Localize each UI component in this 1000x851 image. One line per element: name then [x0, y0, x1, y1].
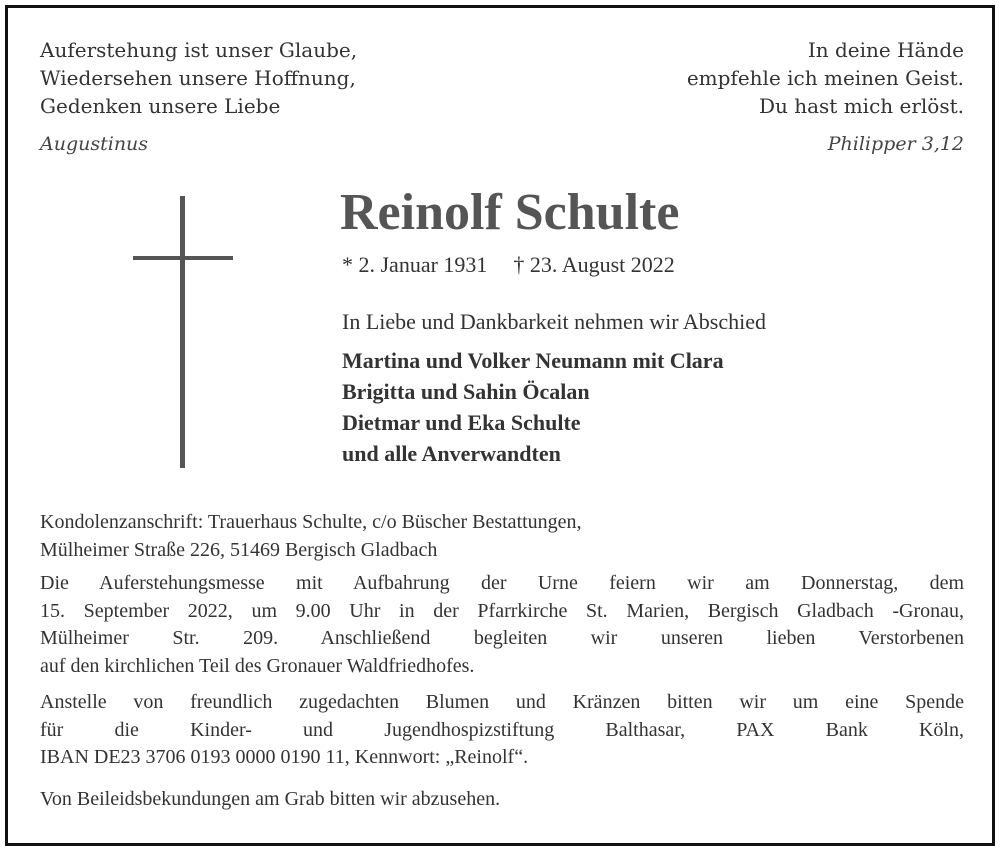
- cross-vertical-bar: [180, 196, 185, 468]
- quote-right-line: In deine Hände: [807, 38, 964, 62]
- mourner-entry: Brigitta und Sahin Öcalan: [342, 379, 590, 404]
- quote-right-line: empfehle ich meinen Geist.: [686, 66, 964, 90]
- condolence-line: Kondolenzanschrift: Trauerhaus Schulte, c/o Büscher Bestattungen,: [40, 511, 582, 533]
- condolence-request: Von Beileidsbekundungen am Grab bitten wir abzusehen.: [40, 788, 501, 810]
- birth-date: * 2. Januar 1931: [342, 252, 488, 277]
- mourner-entry: Dietmar und Eka Schulte: [342, 410, 581, 435]
- quote-left-line: Auferstehung ist unser Glaube,: [40, 38, 358, 62]
- quote-left-line: Gedenken unsere Liebe: [40, 94, 281, 118]
- mass-line: Mülheimer Str. 209. Anschließend begleiten wir unseren lieben Verstorbenen: [40, 627, 964, 649]
- quote-left-line: Wiedersehen unsere Hoffnung,: [40, 66, 356, 90]
- donation-request: [40, 689, 964, 772]
- quote-right-line: Du hast mich erlöst.: [758, 94, 964, 118]
- mass-line: 15. September 2022, um 9.00 Uhr in der Pfarrkirche St. Marien, Bergisch Gladbach -Gronau,: [40, 599, 964, 622]
- mass-line: Die Auferstehungsmesse mit Aufbahrung der Urne feiern wir am Donnerstag, dem: [40, 572, 964, 594]
- quote-left: [40, 36, 357, 158]
- quote-right-source: Philipper 3,12: [827, 133, 964, 155]
- donation-line: für die Kinder- und Jugendhospizstiftung Balthasar, PAX Bank Köln,: [40, 718, 964, 741]
- cross-icon: [133, 196, 233, 468]
- deceased-name: Reinolf Schulte: [340, 184, 680, 241]
- donation-line: IBAN DE23 3706 0193 0000 0190 11, Kennwort: „Reinolf“.: [40, 746, 529, 768]
- mourners-list: [342, 345, 724, 469]
- condolence-address: [40, 509, 964, 564]
- farewell-line: In Liebe und Dankbarkeit nehmen wir Abschied: [342, 309, 766, 334]
- donation-line: Anstelle von freundlich zugedachten Blumen und Kränzen bitten wir um eine Spende: [40, 691, 964, 713]
- life-dates: [342, 252, 675, 278]
- mourner-entry: Martina und Volker Neumann mit Clara: [342, 348, 724, 373]
- mourner-entry: und alle Anverwandten: [342, 441, 561, 466]
- cross-horizontal-bar: [133, 256, 233, 260]
- quote-right: [687, 36, 964, 158]
- mass-announcement: [40, 570, 964, 680]
- quote-left-source: Augustinus: [40, 133, 149, 155]
- mass-line: auf den kirchlichen Teil des Gronauer Waldfriedhofes.: [40, 654, 475, 677]
- death-date: † 23. August 2022: [513, 252, 675, 277]
- condolence-line: Mülheimer Straße 226, 51469 Bergisch Gladbach: [40, 538, 438, 561]
